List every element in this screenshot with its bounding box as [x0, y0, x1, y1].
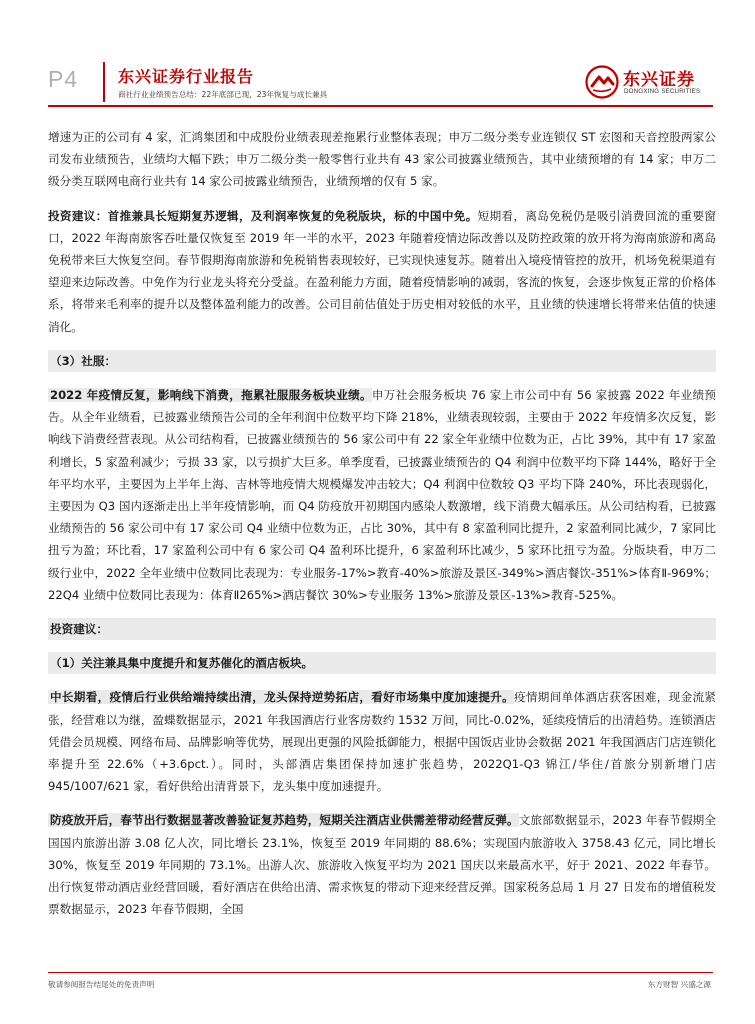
paragraph-text: 疫情期间单体酒店获客困难，现金流紧张，经营难以为继，盈蝶数据显示，2021 年我国酒店行业客房数约 1532 万间，同比-0.02%，延续疫情后的出清趋势。连锁酒店凭借会员规模、网络布局、品牌影响等优势，展现出更强的风险抵御能力，根据中国饭店业协会数据 2021 年我国酒店门店连锁化率提升至 22.6%（+3.6pct.）。同时，头部酒店集团保持加速扩张趋势，2022Q1-Q3 锦江/华住/首旅分别新增门店 945/1007/621 家，看好供给出清背景下，龙头集中度加速提升。 [48, 690, 716, 794]
key-point: 防疫放开后，春节出行数据显著改善验证复苏趋势，短期关注酒店业供需差带动经营反弹。 [50, 813, 519, 828]
section-heading-social-services: （3）社服： [48, 350, 716, 372]
header-divider [103, 62, 105, 102]
paragraph-retail-summary [48, 126, 716, 193]
section-heading-investment: 投资建议： [48, 618, 716, 640]
footer-rule [48, 972, 713, 973]
logo-icon [585, 65, 619, 99]
logo-text: 东兴证券 [623, 70, 695, 90]
paragraph-duty-free [48, 205, 716, 338]
key-point: 中长期看，疫情后行业供给端持续出清，龙头保持逆势拓店，看好市场集中度加速提升。 [50, 690, 515, 705]
key-point: 2022 年疫情反复，影响线下消费，拖累社服服务板块业绩。 [50, 388, 372, 403]
paragraph-social-services [48, 384, 716, 606]
footer-slogan: 东方财智 兴盛之源 [647, 980, 711, 989]
paragraph-hotel-short-term [48, 809, 716, 920]
logo-english: DONGXING SECURITIES [624, 88, 701, 95]
subheading-hotel: （1）关注兼具集中度提升和复苏催化的酒店板块。 [48, 652, 716, 674]
key-point: 投资建议：首推兼具长短期复苏逻辑，及利润率恢复的免税版块，标的中国中免。 [48, 208, 478, 223]
report-body [48, 126, 716, 933]
paragraph-text: 短期看，离岛免税仍是吸引消费回流的重要窗口，2022 年海南旅客吞吐量仅恢复至 2019 年一半的水平，2023 年随着疫情边际改善以及防控政策的放开将为海南旅游和离岛免税带来巨大恢复空间。春节假期海南旅游和免税销售表现较好，已实现快速复苏。随着出入境疫情管控的放开，机场免税渠道有望迎来边际改善。中免作为行业龙头将充分受益。在盈利能力方面，随着疫情影响的减弱，客流的恢复，会逐步恢复正常的价格体系，将带来毛利率的提升以及整体盈利能力的改善。公司目前估值处于历史相对较低的水平，且业绩的快速增长将带来估值的快速消化。 [48, 208, 716, 334]
report-title: 东兴证券行业报告 [118, 67, 255, 86]
paragraph-text: 文旅部数据显示，2023 年春节假期全国国内旅游出游 3.08 亿人次，同比增长 23.1%，恢复至 2019 年同期的 88.6%；实现国内旅游收入 3758.43 亿元，同比增长 30%，恢复至 2019 年同期的 73.1%。出游人次、旅游收入恢复平均为 2021 国庆以来最高水平，好于 2021、2022 年春节。出行恢复带动酒店业经营回暖，看好酒店在供给出清、需求恢复的带动下迎来经营反弹。国家税务总局 1 月 27 日发布的增值税发票数据显示，2023 年春节假期，全国 [48, 813, 716, 917]
header-rule [48, 105, 713, 107]
footer-disclaimer: 敬请参阅报告结尾处的免责声明 [48, 980, 155, 989]
report-subtitle: 商社行业业绩预告总结：22年底部已现，23年恢复与成长兼具 [118, 90, 328, 99]
paragraph-text: 增速为正的公司有 4 家，汇鸿集团和中成股份业绩表现差拖累行业整体表现；申万二级分类专业连锁仅 ST 宏图和天音控股两家公司发布业绩预告，业绩均大幅下跌；申万二级分类一般零售行业共有 43 家公司披露业绩预告，其中业绩预增的有 14 家；申万二级分类互联网电商行业共有 14 家公司披露业绩预告，业绩预增的仅有 5 家。 [48, 130, 716, 189]
paragraph-hotel-long-term [48, 686, 716, 797]
company-logo [585, 64, 713, 100]
paragraph-text: 申万社会服务板块 76 家上市公司中有 56 家披露 2022 年业绩预告。从全年业绩看，已披露业绩预告公司的全年利润中位数平均下降 218%，业绩表现较弱，主要由于 2022 年疫情多次反复，影响线下消费经营表现。从公司结构看，已披露业绩预告的 56 家公司中有 22 家全年业绩中位数为正，占比 39%，其中有 17 家盈利增长，5 家盈利减少；亏损 33 家，以亏损扩大巨多。单季度看，已披露业绩预告的 Q4 利润中位数平均下降 144%，略好于全年平均水平，主要因为上半年上海、吉林等地疫情大规模爆发冲击较大；Q4 利润中位数较 Q3 平均下降 240%，环比表现弱化，主要因为 Q3 国内逐渐走出上半年疫情影响，而 Q4 防疫放开初期国内感染人数激增，线下消费大幅承压。从公司结构看，已披露业绩预告的 56 家公司中有 17 家公司 Q4 业绩中位数为正，占比 30%，其中有 8 家盈利同比提升，2 家盈利同比减少，7 家同比扭亏为盈；环比看，17 家盈利公司中有 6 家公司 Q4 盈利环比提升，6 家盈利环比减少，5 家环比扭亏为盈。分版块看，申万二级行业中，2022 全年业绩中位数同比表现为：专业服务-17%>教育-40%>旅游及景区-349%>酒店餐饮-351%>体育Ⅱ-969%；22Q4 业绩中位数同比表现为：体育Ⅱ265%>酒店餐饮 30%>专业服务 13%>旅游及景区-13%>教育-525%。 [48, 388, 716, 602]
page-number: P4 [48, 66, 79, 92]
